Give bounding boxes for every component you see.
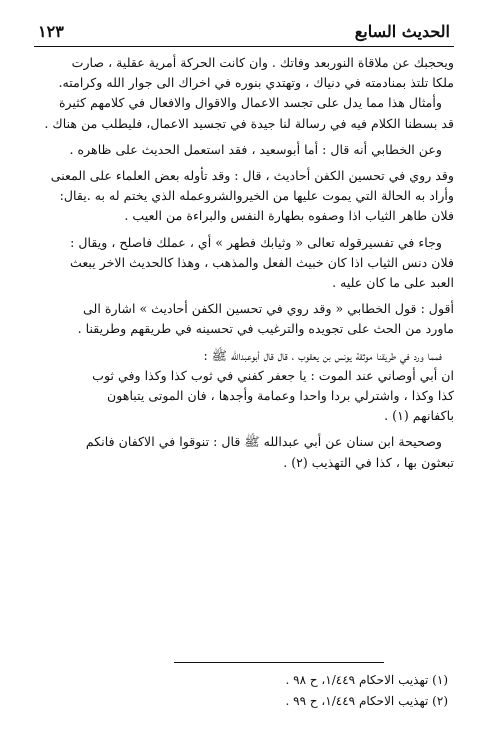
- text-line: العبد على ما كان عليه .: [332, 275, 454, 291]
- text-line: وأمثال هذا مما يدل على تجسد الاعمال والاقوال والافعال في كلامهم كثيرة: [58, 95, 442, 111]
- page-number: ١٢٣: [38, 22, 64, 41]
- text-line: قد بسطنا الكلام فيه في رسالة لنا جيدة في تجسيد الاعمال، فليطلب من هناك .: [44, 115, 454, 131]
- text-line: فمما ورد في طريقنا موثقة يونس بن يعقوب ، قال قال أبوعبدالله ﷺ :: [203, 347, 442, 363]
- text-line: ويحجبك عن ملاقاة النوربعد وفاتك . وان كانت الحركة أمرية عقلية ، صارت: [71, 55, 454, 70]
- text-line: ان أبي أوصاني عند الموت : يا جعفر كفني في ثوب كذا وكذا وفي ثوب: [92, 367, 454, 383]
- text-line: وجاء في تفسيرقوله تعالى « وثيابك فطهر » أي ، عملك فاصلح ، ويقال :: [70, 234, 442, 250]
- text-line: أقول : قول الخطابي « وقد روي في تحسين الكفن أحاديث » اشارة الى: [83, 301, 454, 317]
- text-line: ملكا تلتذ بمنادمته في دنياك ، وتهتدي بنوره في اخراك الى جوار الله وكرامته.: [58, 75, 454, 91]
- chapter-title: الحديث السابع: [354, 22, 450, 41]
- footnotes: [286, 670, 448, 712]
- text-line: وأراد به الحالة التي يموت عليها من الخيروالشروعمله الذي يختم له به .يقال:: [59, 188, 454, 204]
- footnote-rule: [174, 662, 384, 663]
- text-line: تبعثون بها ، كذا في التهذيب (٢) .: [283, 454, 454, 470]
- running-header: [34, 22, 454, 44]
- text-line: كذا وكذا ، واشترلي بردا واحدا وعمامة وأجدها ، فان الموتى يتباهون: [107, 388, 454, 404]
- text-line: ماورد من الحث على تجويده والترغيب في تحسينه في طريقهم وطريقنا .: [77, 321, 454, 337]
- text-line: وصحيحة ابن سنان عن أبي عبدالله ﷺ قال : تنوقوا في الاكفان فانكم: [85, 434, 442, 450]
- footnote-item: (١) تهذيب الاحكام ١/٤٤٩، ح ٩٨ .: [285, 673, 448, 687]
- text-line: فلان دنس الثياب اذا كان خبيث الفعل والمذهب ، وهذا كالحديث الاخر يبعث: [69, 254, 454, 270]
- main-text: [34, 53, 454, 473]
- text-line: وعن الخطابي أنه قال : أما أبوسعيد ، فقد استعمل الحديث على ظاهره .: [69, 141, 442, 157]
- text-line: فلان طاهر الثياب اذا وصفوه بطهارة النفس والبراءة من العيب .: [124, 208, 454, 224]
- footnote-item: (٢) تهذيب الاحكام ١/٤٤٩، ح ٩٩ .: [285, 694, 448, 708]
- text-line: باكفانهم (١) .: [384, 408, 454, 424]
- header-rule: [34, 46, 454, 47]
- text-line: وقد روي في تحسين الكفن أحاديث ، قال : وقد تأوله بعض العلماء على المعنى: [50, 168, 454, 184]
